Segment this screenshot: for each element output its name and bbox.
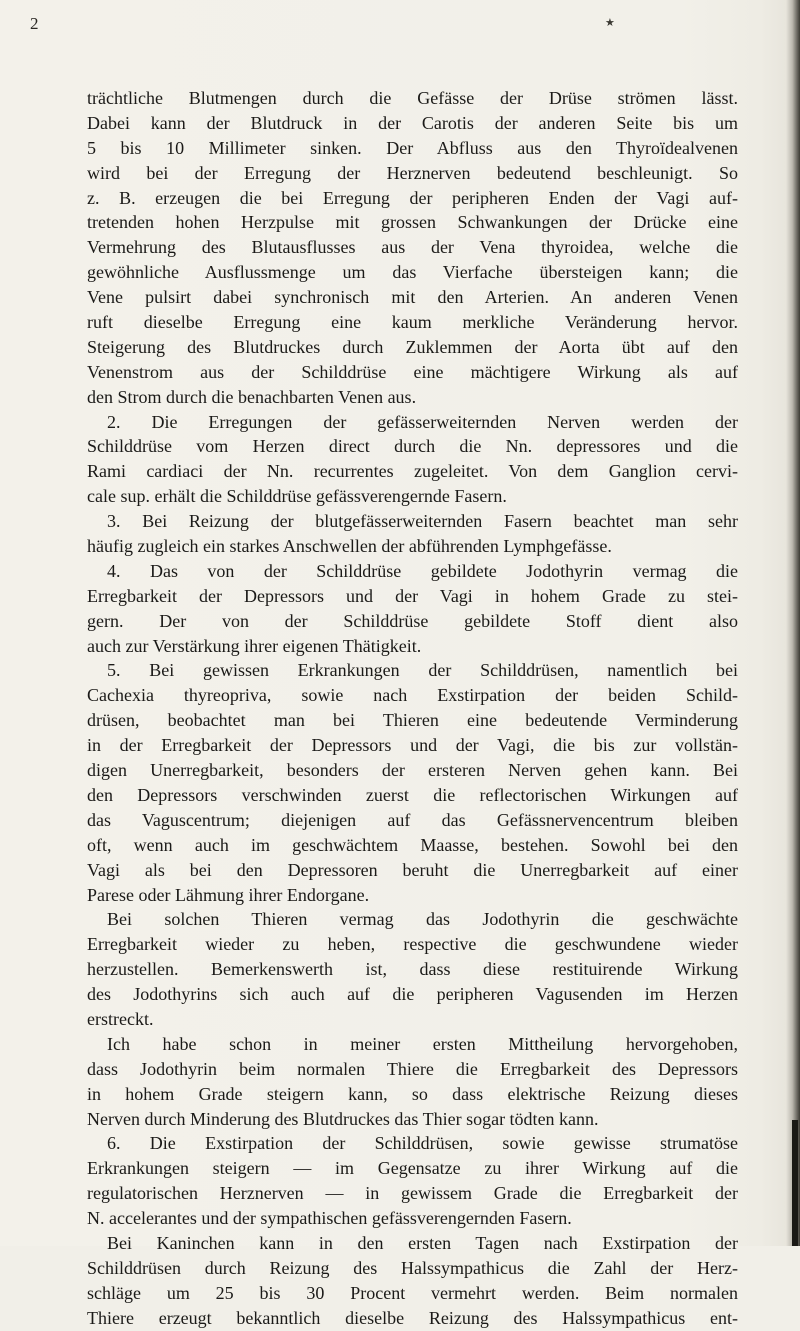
- text-line: trächtliche Blutmengen durch die Gefässe der Drüse strömen lässt.: [87, 88, 738, 108]
- text-line: cale sup. erhält die Schilddrüse gefässverengernde Fasern.: [87, 486, 507, 507]
- text-line: 4. Das von der Schilddrüse gebildete Jodothyrin vermag die: [107, 560, 738, 581]
- text-line: erstreckt.: [87, 1008, 154, 1029]
- text-line: des Jodothyrins sich auch auf die peripheren Vagusenden im Herzen: [87, 984, 738, 1005]
- text-line: Schilddrüsen durch Reizung des Halssympathicus die Zahl der Herz-: [87, 1257, 738, 1278]
- text-line: häufig zugleich ein starkes Anschwellen der abführenden Lymphgefässe.: [87, 536, 612, 557]
- text-line: Rami cardiaci der Nn. recurrentes zugeleitet. Von dem Ganglion cervi-: [87, 461, 738, 482]
- text-line: dass Jodothyrin beim normalen Thiere die Erregbarkeit des Depressors: [87, 1058, 738, 1079]
- page-number: 2: [30, 14, 39, 33]
- text-line: 2. Die Erregungen der gefässerweiternden Nerven werden der: [107, 411, 738, 432]
- body-text: [87, 86, 738, 1331]
- text-line: herzustellen. Bemerkenswerth ist, dass diese restituirende Wirkung: [87, 959, 738, 980]
- text-line: regulatorischen Herznerven — in gewissem Grade die Erregbarkeit der: [87, 1183, 738, 1204]
- text-line: Nerven durch Minderung des Blutdruckes das Thier sogar tödten kann.: [87, 1108, 599, 1129]
- text-line: Steigerung des Blutdruckes durch Zuklemmen der Aorta übt auf den: [87, 336, 738, 357]
- text-line: Vene pulsirt dabei synchronisch mit den Arterien. An anderen Venen: [87, 287, 738, 308]
- text-line: digen Unerregbarkeit, besonders der ersteren Nerven gehen kann. Bei: [87, 760, 738, 781]
- text-line: N. accelerantes und der sympathischen gefässverengernden Fasern.: [87, 1208, 572, 1229]
- text-line: Schilddrüse vom Herzen direct durch die Nn. depressores und die: [87, 436, 738, 457]
- text-line: tretenden hohen Herzpulse mit grossen Schwankungen der Drücke eine: [87, 212, 738, 233]
- text-line: z. B. erzeugen die bei Erregung der peripheren Enden der Vagi auf-: [87, 187, 738, 208]
- text-line: Erkrankungen steigern — im Gegensatze zu ihrer Wirkung auf die: [87, 1158, 738, 1179]
- text-line: das Vaguscentrum; diejenigen auf das Gefässnervencentrum bleiben: [87, 809, 738, 830]
- text-line: Parese oder Lähmung ihrer Endorgane.: [87, 884, 370, 905]
- text-line: 5. Bei gewissen Erkrankungen der Schilddrüsen, namentlich bei: [107, 660, 738, 681]
- text-line: Venenstrom aus der Schilddrüse eine mächtigere Wirkung als auf: [87, 361, 738, 382]
- page-edge-shadow: [786, 0, 800, 1246]
- text-line: Vagi als bei den Depressoren beruht die Unerregbarkeit auf einer: [87, 859, 738, 880]
- text-line: Dabei kann der Blutdruck in der Carotis der anderen Seite bis um: [87, 112, 738, 133]
- text-line: Erregbarkeit wieder zu heben, respective die geschwundene wieder: [87, 934, 738, 955]
- text-line: in der Erregbarkeit der Depressors und der Vagi, die bis zur vollstän-: [87, 735, 738, 756]
- text-line: in hohem Grade steigern kann, so dass elektrische Reizung dieses: [87, 1083, 738, 1104]
- text-line: wird bei der Erregung der Herznerven bedeutend beschleunigt. So: [87, 162, 738, 183]
- text-line: Erregbarkeit der Depressors und der Vagi in hohem Grade zu stei-: [87, 585, 738, 606]
- corner-mark: ★: [605, 17, 615, 29]
- text-line: Thiere erzeugt bekanntlich dieselbe Reizung des Halssympathicus ent-: [87, 1307, 738, 1328]
- text-line: oft, wenn auch im geschwächtem Maasse, bestehen. Sowohl bei den: [87, 834, 738, 855]
- text-line: den Strom durch die benachbarten Venen aus.: [87, 386, 417, 407]
- page-edge-dark-strip: [792, 1120, 798, 1246]
- text-line: schläge um 25 bis 30 Procent vermehrt werden. Beim normalen: [87, 1282, 738, 1303]
- text-line: gewöhnliche Ausflussmenge um das Vierfache übersteigen kann; die: [87, 262, 738, 283]
- text-line: Bei Kaninchen kann in den ersten Tagen nach Exstirpation der: [107, 1232, 738, 1253]
- text-line: 5 bis 10 Millimeter sinken. Der Abfluss aus den Thyroïdealvenen: [87, 137, 738, 158]
- text-line: ruft dieselbe Erregung eine kaum merkliche Veränderung hervor.: [87, 312, 738, 333]
- text-line: gern. Der von der Schilddrüse gebildete Stoff dient also: [87, 610, 738, 631]
- text-line: 3. Bei Reizung der blutgefässerweiternden Fasern beachtet man sehr: [107, 511, 738, 532]
- text-line: drüsen, beobachtet man bei Thieren eine bedeutende Verminderung: [87, 710, 738, 731]
- text-line: Bei solchen Thieren vermag das Jodothyrin die geschwächte: [107, 909, 738, 930]
- text-line: auch zur Verstärkung ihrer eigenen Thätigkeit.: [87, 635, 422, 656]
- text-line: den Depressors verschwinden zuerst die reflectorischen Wirkungen auf: [87, 784, 738, 805]
- text-line: Vermehrung des Blutausflusses aus der Vena thyroidea, welche die: [87, 237, 738, 258]
- text-line: Ich habe schon in meiner ersten Mittheilung hervorgehoben,: [107, 1033, 738, 1054]
- text-line: Cachexia thyreopriva, sowie nach Exstirpation der beiden Schild-: [87, 685, 738, 706]
- text-line: 6. Die Exstirpation der Schilddrüsen, sowie gewisse strumatöse: [107, 1133, 738, 1154]
